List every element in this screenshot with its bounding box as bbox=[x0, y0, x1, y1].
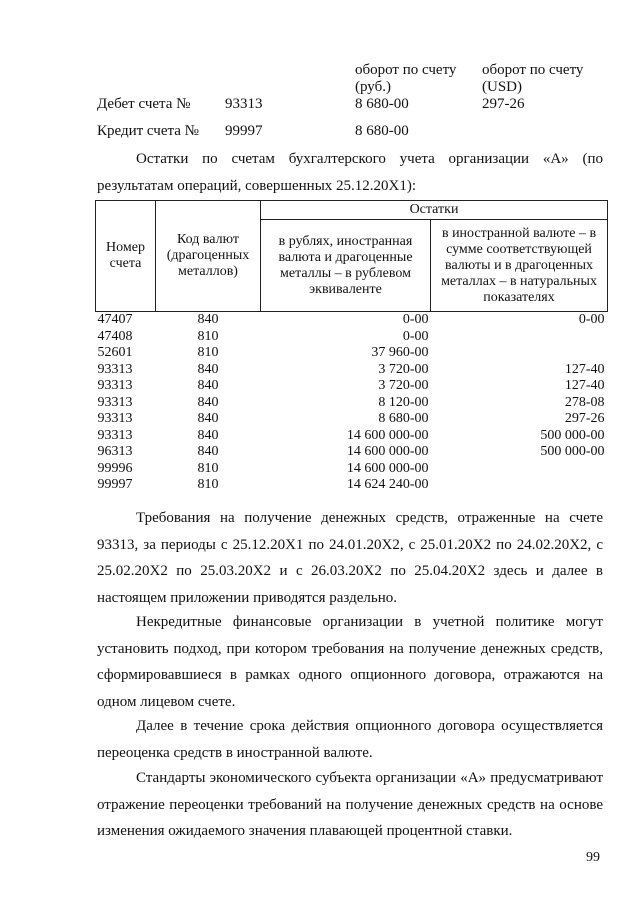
table-row bbox=[96, 378, 608, 395]
col-header-fx: в иностранной валюте – в сумме соответствующей валюты и в драгоценных металлах – в натуральных показателях bbox=[431, 220, 608, 312]
cell-fx bbox=[431, 461, 608, 478]
turnover-usd: 297-26 bbox=[482, 96, 525, 112]
intro-paragraph bbox=[97, 146, 603, 199]
page-number: 99 bbox=[586, 850, 600, 865]
table-row bbox=[96, 428, 608, 445]
table-row bbox=[96, 329, 608, 346]
table-row bbox=[96, 345, 608, 362]
table-body bbox=[96, 312, 608, 494]
cell-rub: 14 600 000-00 bbox=[346, 427, 429, 443]
cell-number: 93313 bbox=[97, 411, 133, 427]
paragraph-2: Некредитные финансовые организации в учетной политике могут установить подход, при котором требования на получение денежных средств, сформировавшиеся в рамках одного опционного договора, отражаются на одном лицевом счете. bbox=[97, 614, 603, 710]
cell-code: 810 bbox=[197, 345, 219, 361]
table-row bbox=[96, 477, 608, 494]
cell-fx bbox=[431, 329, 608, 346]
turnover-account: 93313 bbox=[225, 96, 263, 112]
turnover-label: Кредит счета № bbox=[97, 123, 199, 139]
cell-number: 96313 bbox=[97, 444, 133, 460]
cell-fx: 500 000-00 bbox=[540, 427, 605, 443]
paragraph-3: Далее в течение срока действия опционного договора осуществляется переоценка средств в иностранной валюте. bbox=[97, 718, 603, 761]
cell-code: 840 bbox=[197, 427, 219, 443]
table-row bbox=[96, 395, 608, 412]
balances-table bbox=[95, 200, 608, 494]
cell-code: 840 bbox=[197, 361, 219, 377]
cell-code: 840 bbox=[197, 411, 219, 427]
cell-rub: 8 680-00 bbox=[378, 411, 429, 427]
turnover-label: Дебет счета № bbox=[97, 96, 191, 112]
intro-line-2: результатам операций, совершенных 25.12.20Х1): bbox=[97, 177, 417, 194]
turnover-header-usd bbox=[482, 62, 583, 96]
cell-number: 99997 bbox=[97, 477, 133, 493]
cell-rub: 14 600 000-00 bbox=[346, 444, 429, 460]
cell-code: 810 bbox=[197, 460, 219, 476]
cell-fx: 0-00 bbox=[578, 312, 605, 328]
turnover-rub: 8 680-00 bbox=[355, 123, 409, 139]
turnover-header-usd-line1: оборот по счету bbox=[482, 62, 584, 78]
cell-fx: 127-40 bbox=[564, 378, 605, 394]
cell-rub: 0-00 bbox=[402, 312, 429, 328]
cell-code: 810 bbox=[197, 328, 219, 344]
cell-code: 840 bbox=[197, 378, 219, 394]
cell-number: 93313 bbox=[97, 394, 133, 410]
cell-code: 840 bbox=[197, 444, 219, 460]
cell-fx bbox=[431, 477, 608, 494]
cell-code: 840 bbox=[197, 394, 219, 410]
cell-fx: 297-26 bbox=[564, 411, 605, 427]
cell-fx: 127-40 bbox=[564, 361, 605, 377]
cell-number: 47408 bbox=[97, 328, 133, 344]
table-row bbox=[96, 411, 608, 428]
col-header-rub: в рублях, иностранная валюта и драгоценные металлы – в рублевом эквиваленте bbox=[261, 220, 431, 312]
cell-rub: 0-00 bbox=[402, 328, 429, 344]
turnover-header-rub-line2: (руб.) bbox=[355, 79, 391, 95]
table-row bbox=[96, 312, 608, 329]
cell-rub: 3 720-00 bbox=[378, 361, 429, 377]
cell-code: 840 bbox=[197, 312, 219, 328]
table-row bbox=[96, 362, 608, 379]
cell-number: 93313 bbox=[97, 378, 133, 394]
col-header-number: Номер счета bbox=[96, 201, 156, 312]
cell-fx: 278-08 bbox=[564, 394, 605, 410]
cell-rub: 37 960-00 bbox=[371, 345, 429, 361]
cell-number: 93313 bbox=[97, 427, 133, 443]
cell-rub: 3 720-00 bbox=[378, 378, 429, 394]
table-row bbox=[96, 444, 608, 461]
table-row bbox=[96, 461, 608, 478]
turnover-header-rub-line1: оборот по счету bbox=[355, 62, 457, 78]
cell-code: 810 bbox=[197, 477, 219, 493]
col-header-group: Остатки bbox=[261, 201, 608, 220]
cell-number: 47407 bbox=[97, 312, 133, 328]
cell-number: 93313 bbox=[97, 361, 133, 377]
col-header-code: Код валют (драгоценных металлов) bbox=[156, 201, 261, 312]
turnover-rub: 8 680-00 bbox=[355, 96, 409, 112]
paragraph-1: Требования на получение денежных средств, отраженные на счете 93313, за периоды с 25.12.20Х1 по 24.01.20Х2, с 25.01.20Х2 по 24.02.20Х2, с 25.02.20Х2 по 25.03.20Х2 и с 26.03.20Х2 по 25.04.20Х2 здесь и далее в настоящем приложении приводятся раздельно. bbox=[97, 510, 603, 606]
intro-line-1: Остатки по счетам бухгалтерского учета организации «А» (по bbox=[136, 151, 603, 167]
cell-number: 52601 bbox=[97, 345, 133, 361]
cell-rub: 8 120-00 bbox=[378, 394, 429, 410]
cell-rub: 14 600 000-00 bbox=[346, 460, 429, 476]
cell-number: 99996 bbox=[97, 460, 133, 476]
turnover-account: 99997 bbox=[225, 123, 263, 139]
cell-rub: 14 624 240-00 bbox=[346, 477, 429, 493]
cell-fx bbox=[431, 345, 608, 362]
cell-fx: 500 000-00 bbox=[540, 444, 605, 460]
paragraph-4: Стандарты экономического субъекта организации «А» предусматривают отражение переоценки требований на получение денежных средств на основе изменения ожидаемого значения плавающей процентной ставки. bbox=[97, 770, 603, 839]
turnover-header-usd-line2: (USD) bbox=[482, 79, 522, 95]
turnover-header-rub bbox=[355, 62, 456, 96]
